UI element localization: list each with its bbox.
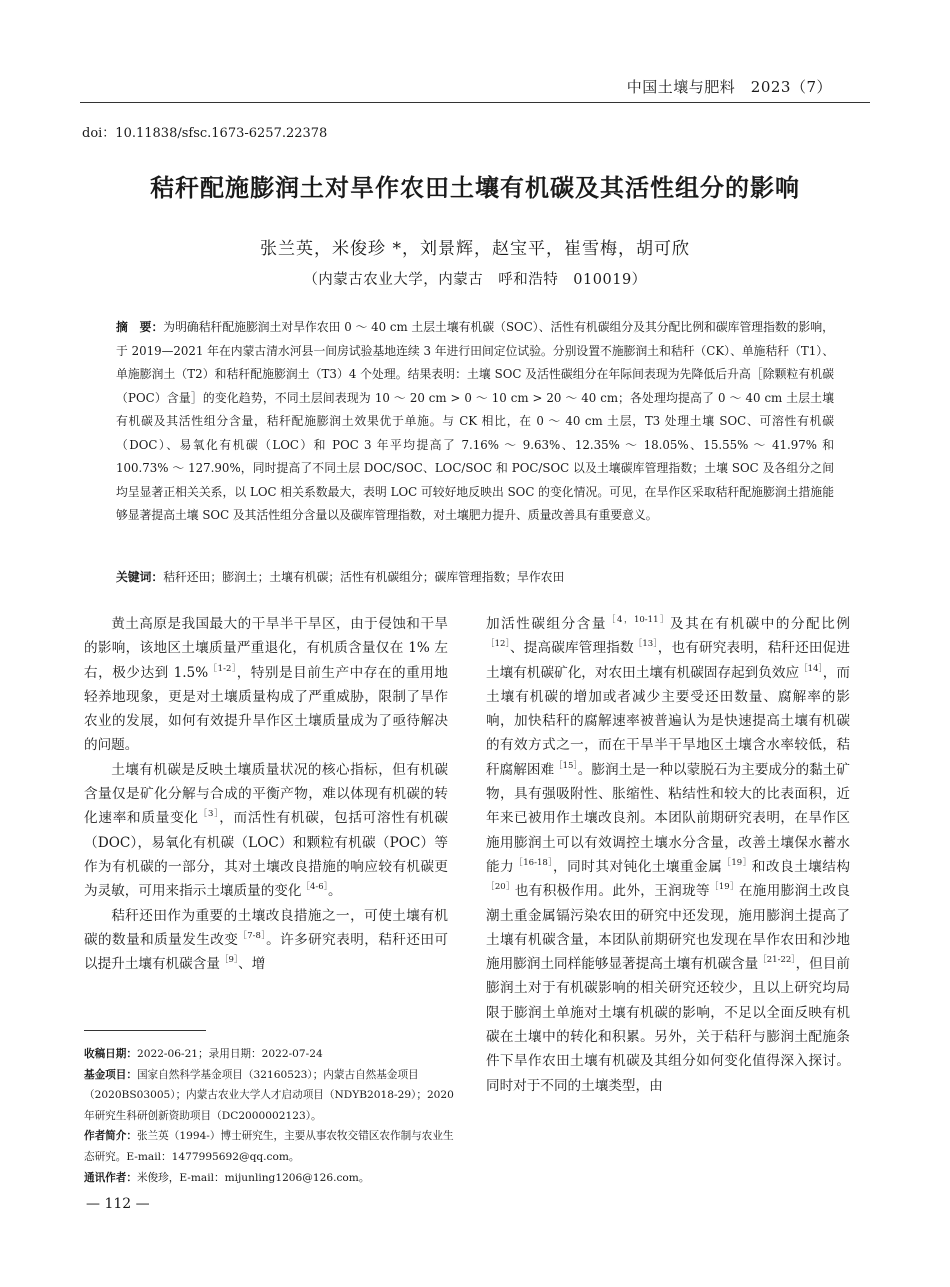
footnote-text: 国家自然科学基金项目（32160523）；内蒙古自然基金项目（2020BS03005）；内蒙古农业大学人才启动项目（NDYB2018-29）；2020 年研究生科研创新资助项目（DC2000002123）。 (84, 1068, 454, 1122)
footnote-corresponding (84, 1168, 454, 1189)
citation[interactable]: ［13］ (633, 639, 658, 650)
citation[interactable]: ［3］ (198, 809, 220, 820)
paragraph (84, 758, 448, 904)
body-right-column (486, 612, 850, 1098)
paper-title: 秸秆配施膨润土对旱作农田土壤有机碳及其活性组分的影响 (150, 174, 800, 202)
citation[interactable]: ［4，10-11］ (606, 615, 671, 625)
text-run: 、增 (238, 956, 266, 973)
paragraph (486, 612, 850, 1098)
footnote-label: 作者简介： (84, 1130, 137, 1143)
text-run: 。 (327, 883, 342, 900)
header-divider (80, 102, 870, 103)
text-run: ，也有研究表明，秸秆还田促进土壤有机碳矿化，对农田土壤有机碳固存起到负效应 (486, 640, 850, 681)
footnote-funding (84, 1065, 454, 1127)
affiliation: （内蒙古农业大学，内蒙古 呼和浩特 010019） (303, 272, 647, 288)
citation[interactable]: ［7-8］ (238, 930, 267, 941)
footnote-label: 基金项目： (84, 1068, 137, 1081)
footnotes (84, 1044, 454, 1188)
citation[interactable]: ［19］ (722, 857, 752, 868)
citation[interactable]: ［19］ (709, 882, 739, 893)
text-run: 也有积极作用。此外，王润珑等 (514, 883, 710, 900)
keywords (116, 566, 834, 588)
text-run: 。膨润土是一种以蒙脱石为主要成分的黏土矿物，具有强吸附性、胀缩性、粘结性和较大的比表面积，近年来已被用作土壤改良剂。本团队前期研究表明，在旱作区施用膨润土可以有效调控土壤水分含量，改善土壤保水蓄水能力 (486, 761, 850, 875)
footnote-author (84, 1126, 454, 1167)
authors: 张兰英，米俊珍 *，刘景辉，赵宝平，崔雪梅，胡可欣 (260, 239, 690, 259)
footnote-divider (84, 1030, 206, 1031)
text-run: 。许多研究表明，秸秆还田可以提升土壤有机碳含量 (84, 931, 448, 973)
footnote-text: 2022-06-21；录用日期：2022-07-24 (136, 1048, 323, 1060)
footnote-label: 通讯作者： (84, 1171, 137, 1184)
abstract-label: 摘 要： (116, 320, 164, 334)
footnote-label: 收稿日期： (84, 1048, 137, 1060)
paragraph (84, 612, 448, 758)
citation[interactable]: ［21-22］ (758, 955, 796, 966)
text-run: 黄土高原是我国最大的干旱半干旱区，由于侵蚀和干旱的影响，该地区土壤质量严重退化，有机质含量仅在 1% 左右，极少达到 1.5% (84, 616, 448, 681)
paragraph (84, 904, 448, 977)
text-run: ，而土壤有机碳的增加或者减少主要受还田数量、腐解率的影响，加快秸秆的腐解速率被普遍认为是快速提高土壤有机碳的有效方式之一，而在干旱半干旱地区土壤含水率较低，秸秆腐解困难 (486, 664, 851, 778)
journal-header: 中国土壤与肥料 2023（7） (626, 78, 832, 96)
text-run: ，而活性有机碳，包括可溶性有机碳（DOC），易氧化有机碳（LOC）和颗粒有机碳（POC）等作为有机碳的一部分，其对土壤改良措施的响应较有机碳更为灵敏，可用来指示土壤质量的变化 (84, 810, 448, 900)
footnote-text: 米俊珍，E-mail：mijunling1206@126.com。 (136, 1171, 370, 1184)
page-number: — 112 — (86, 1196, 150, 1212)
text-run: 、提高碳库管理指数 (510, 640, 634, 657)
footnote-received (84, 1044, 454, 1065)
citation[interactable]: ［16-18］ (514, 857, 554, 868)
text-run: 和改良土壤结构 (751, 858, 851, 875)
doi[interactable]: doi：10.11838/sfsc.1673-6257.22378 (82, 126, 328, 141)
text-run: 秸秆还田作为重要的土壤改良措施之一，可使土壤有机碳的数量和质量发生改变 (84, 907, 448, 948)
citation[interactable]: ［15］ (554, 760, 578, 771)
keywords-text: 秸秆还田；膨润土；土壤有机碳；活性有机碳组分；碳库管理指数；旱作农田 (163, 570, 565, 584)
keywords-label: 关键词： (116, 570, 164, 584)
text-run: 及其在有机碳中的分配比例 (670, 616, 850, 632)
citation[interactable]: ［20］ (486, 882, 515, 893)
body-left-column (84, 612, 448, 976)
citation[interactable]: ［1-2］ (208, 663, 237, 674)
footnote-text: 张兰英（1994-）博士研究生，主要从事农牧交错区农作制与农业生态研究。E-mail：1477995692@qq.com。 (84, 1130, 454, 1163)
text-run: 在施用膨润土改良潮土重金属镉污染农田的研究中还发现，施用膨润土提高了土壤有机碳含量，本团队前期研究也发现在旱作农田和沙地施用膨润土同样能够显著提高土壤有机碳含量 (486, 883, 850, 973)
text-run: ，但目前膨润土对于有机碳影响的相关研究还较少，且以上研究均局限于膨润土单施对土壤有机碳的影响，不足以全面反映有机碳在土壤中的转化和积累。另外，关于秸秆与膨润土配施条件下旱作农田土壤有机碳及其组分如何变化值得深入探讨。同时对于不同的土壤类型，由 (486, 956, 850, 1094)
citation[interactable]: ［14］ (799, 663, 823, 674)
text-run: 土壤有机碳是反映土壤质量状况的核心指标，但有机碳含量仅是矿化分解与合成的平衡产物，难以体现有机碳的转化速率和质量变化 (84, 761, 448, 827)
text-run: 加活性碳组分含量 (486, 616, 607, 632)
citation[interactable]: ［9］ (219, 955, 239, 966)
citation[interactable]: ［4-6］ (301, 882, 328, 893)
abstract-text: 为明确秸秆配施膨润土对旱作农田 0 ～ 40 cm 土层土壤有机碳（SOC）、活性有机碳组分及其分配比例和碳库管理指数的影响，于 2019—2021 年在内蒙古清水河县一间房试验基地连续 3 年进行田间定位试验。分别设置不施膨润土和秸秆（CK）、单施秸秆（T1）、单施膨润土（T2）和秸秆配施膨润土（T3）4 个处理。结果表明：土壤 SOC 及活性碳组分在年际间表现为先降低后升高［除颗粒有机碳（POC）含量］的变化趋势，不同土层间表现为 10 ～ 20 cm > 0 ～ 10 cm > 20 ～ 40 cm；各处理均提高了 0 ～ 40 cm 土层土壤有机碳及其活性组分含量，秸秆配施膨润土效果优于单施。与 CK 相比，在 0 ～ 40 cm 土层，T3 处理土壤 SOC、可溶性有机碳（DOC）、易氧化有机碳（LOC）和 POC 3 年平均提高了 7.16% ～ 9.63%、12.35% ～ 18.05%、15.55% ～ 41.97% 和 100.73% ～ 127.90%，同时提高了不同土层 DOC/SOC、LOC/SOC 和 POC/SOC 以及土壤碳库管理指数；土壤 SOC 及各组分之间均呈显著正相关关系，以 LOC 相关系数最大，表明 LOC 可较好地反映出 SOC 的变化情况。可见，在旱作区采取秸秆配施膨润土措施能够显著提高土壤 SOC 及其活性组分含量以及碳库管理指数，对土壤肥力提升、质量改善具有重要意义。 (116, 320, 834, 522)
text-run: ，特别是目前生产中存在的重用地轻养地现象，更是对土壤质量构成了严重威胁，限制了旱作农业的发展，如何有效提升旱作区土壤质量成为了亟待解决的问题。 (84, 664, 448, 754)
citation[interactable]: ［12］ (486, 639, 511, 650)
text-run: ，同时其对钝化土壤重金属 (553, 858, 723, 875)
abstract (116, 316, 834, 528)
